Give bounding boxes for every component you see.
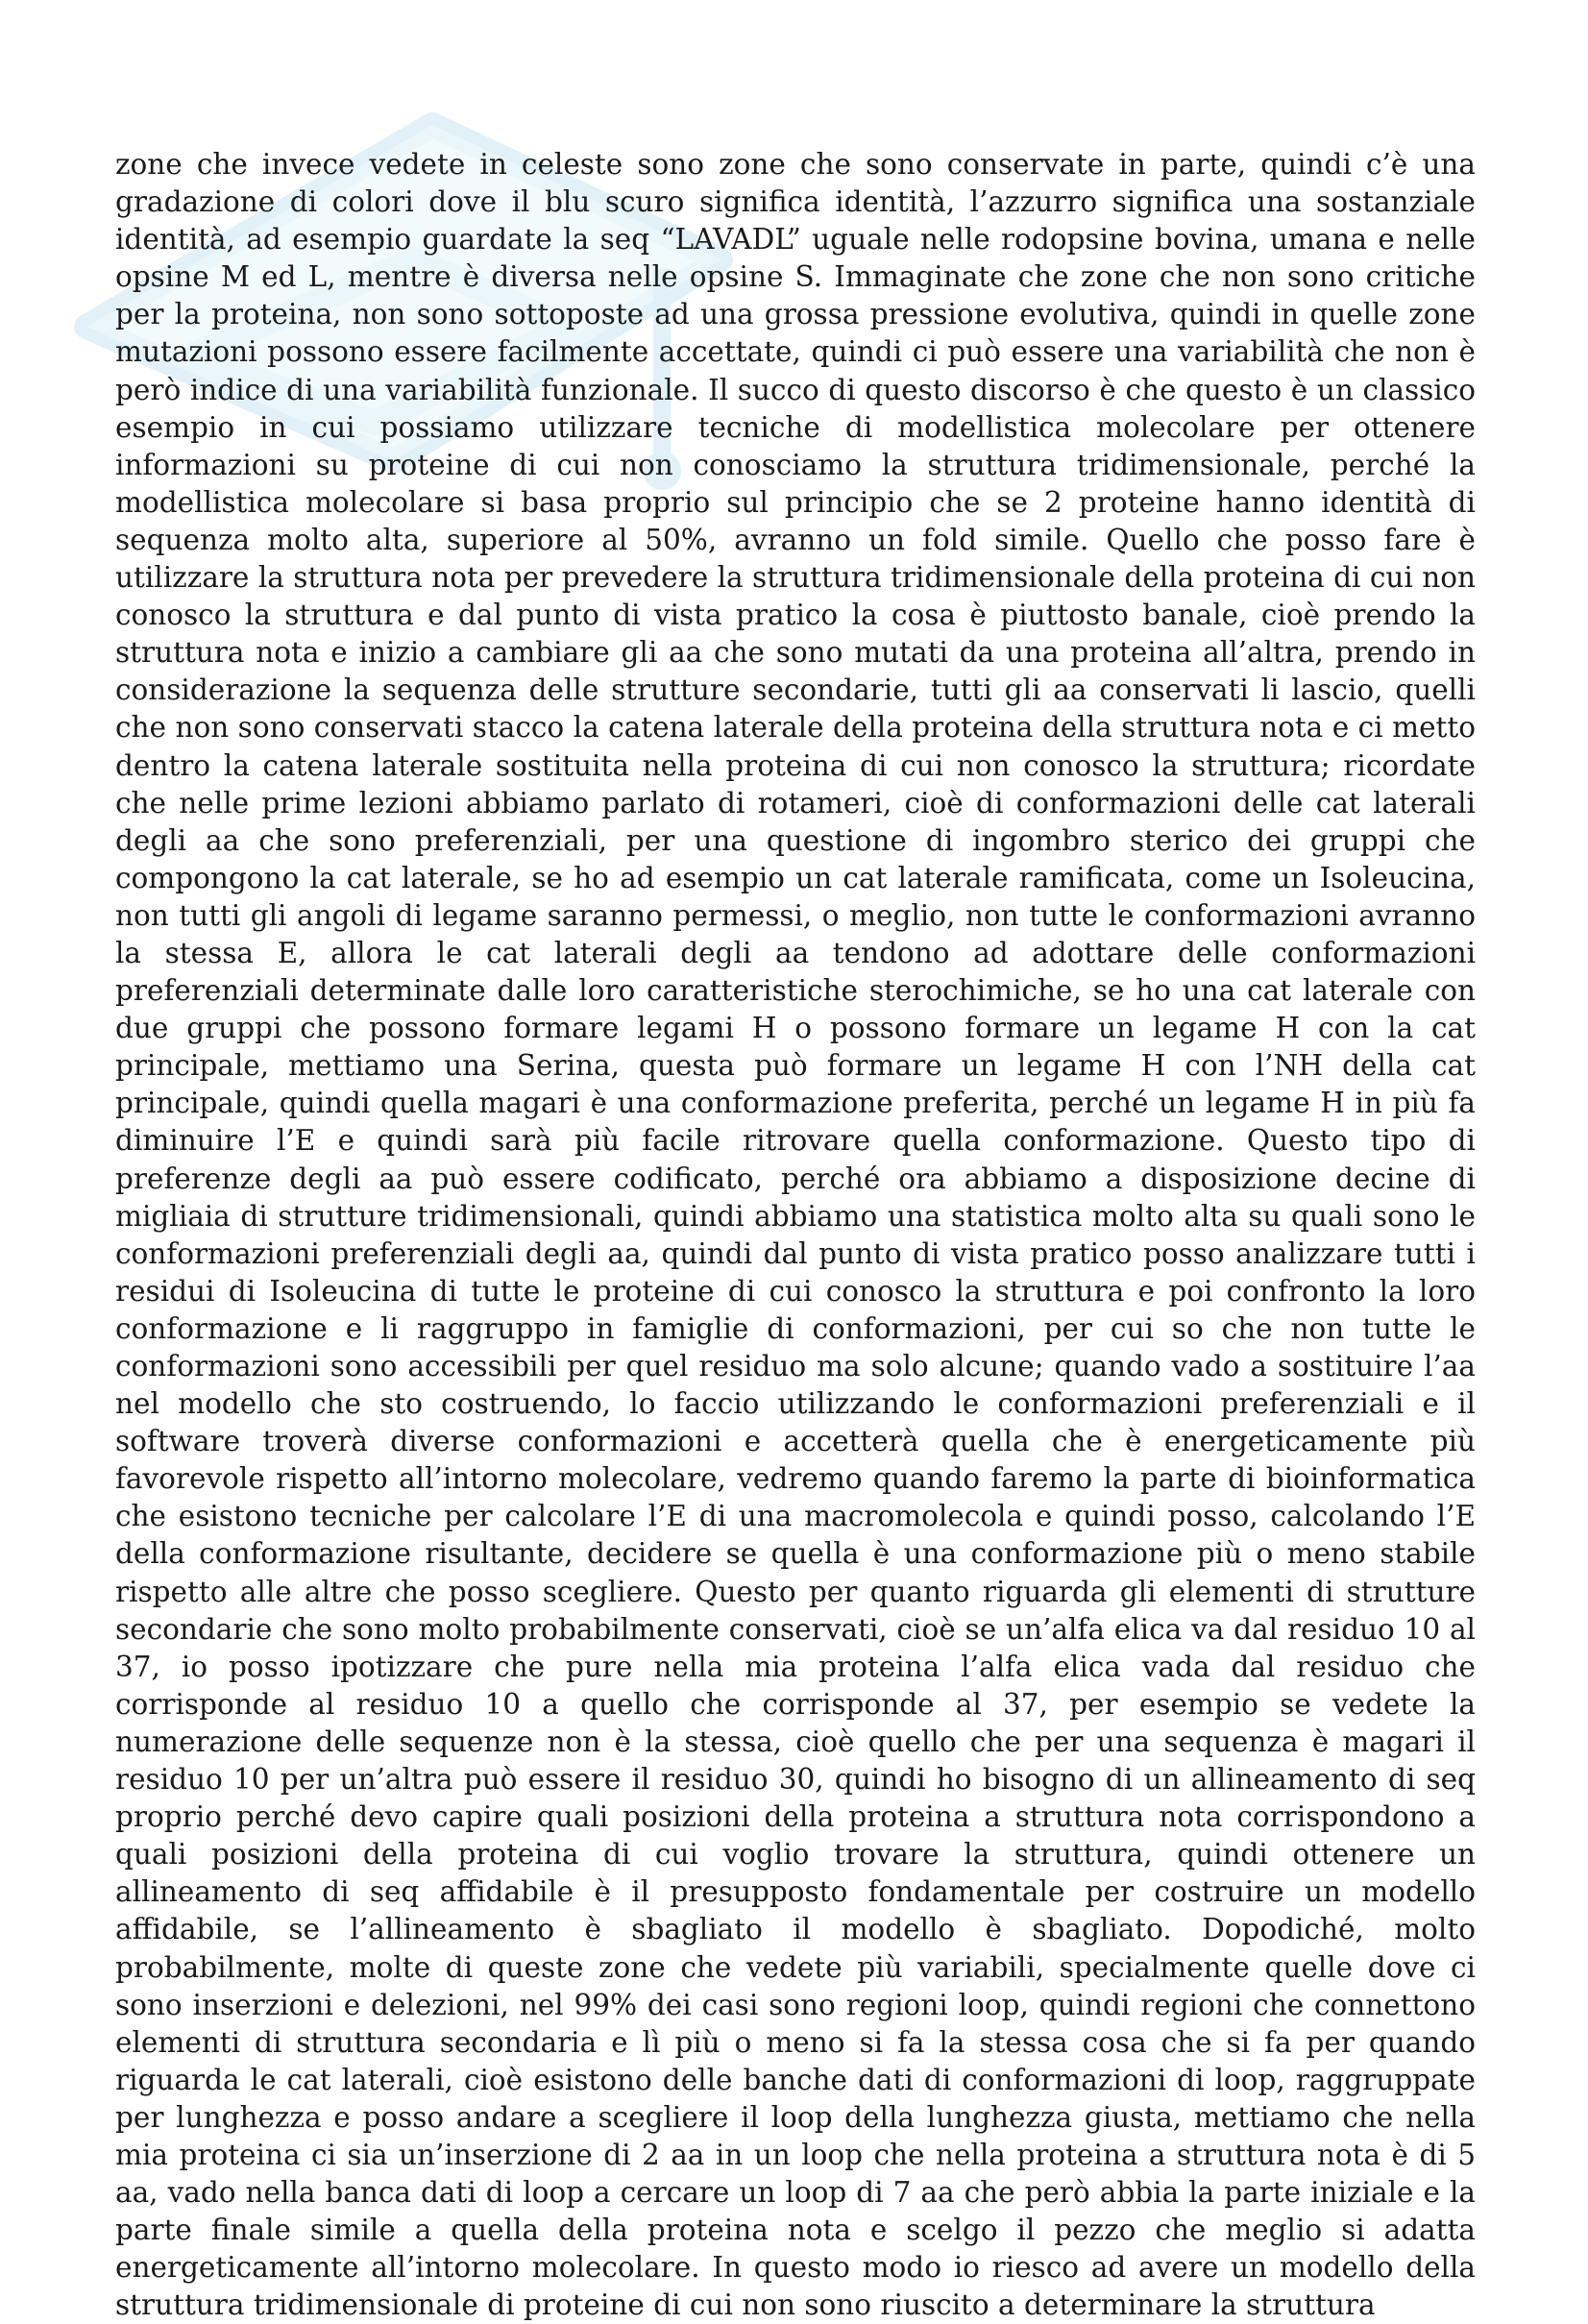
document-body-paragraph: zone che invece vedete in celeste sono zone che sono conservate in parte, quindi c’è una gradazione di colori dove il blu scuro significa identità, l’azzurro significa una sostanziale identità, ad esempio guardate la seq “LAVADL” uguale nelle rodopsine bovina, umana e nelle opsine M ed L, mentre è diversa nelle opsine S. Immaginate che zone che non sono critiche per la proteina, non sono sottoposte ad una grossa pressione evolutiva, quindi in quelle zone mutazioni possono essere facilmente accettate, quindi ci può essere una variabilità che non è però indice di una variabilità funzionale. Il succo di questo discorso è che questo è un classico esempio in cui possiamo utilizzare tecniche di modellistica molecolare per ottenere informazioni su proteine di cui non conosciamo la struttura tridimensionale, perché la modellistica molecolare si basa proprio sul principio che se 2 proteine hanno identità di sequenza molto alta, superiore al 50%, avranno un fold simile. Quello che posso fare è utilizzare la struttura nota per prevedere la struttura tridimensionale della proteina di cui non conosco la struttura e dal punto di vista pratico la cosa è piuttosto banale, cioè prendo la struttura nota e inizio a cambiare gli aa che sono mutati da una proteina all’altra, prendo in considerazione la sequenza delle strutture secondarie, tutti gli aa conservati li lascio, quelli che non sono conservati stacco la catena laterale della proteina della struttura nota e ci metto dentro la catena laterale sostituita nella proteina di cui non conosco la struttura; ricordate che nelle prime lezioni abbiamo parlato di rotameri, cioè di conformazioni delle cat laterali degli aa che sono preferenziali, per una questione di ingombro sterico dei gruppi che compongono la cat laterale, se ho ad esempio un cat laterale ramificata, come un Isoleucina, non tutti gli angoli di legame saranno permessi, o meglio, non tutte le conformazioni avranno la stessa E, allora le cat laterali degli aa tendono ad adottare delle conformazioni preferenziali determinate dalle loro caratteristiche sterochimiche, se ho una cat laterale con due gruppi che possono formare legami H o possono formare un legame H con la cat principale, mettiamo una Serina, questa può formare un legame H con l’NH della cat principale, quindi quella magari è una conformazione preferita, perché un legame H in più fa diminuire l’E e quindi sarà più facile ritrovare quella conformazione. Questo tipo di preferenze degli aa può essere codificato, perché ora abbiamo a disposizione decine di migliaia di strutture tridimensionali, quindi abbiamo una statistica molto alta su quali sono le conformazioni preferenziali degli aa, quindi dal punto di vista pratico posso analizzare tutti i residui di Isoleucina di tutte le proteine di cui conosco la struttura e poi confronto la loro conformazione e li raggruppo in famiglie di conformazioni, per cui so che non tutte le conformazioni sono accessibili per quel residuo ma solo alcune; quando vado a sostituire l’aa nel modello che sto costruendo, lo faccio utilizzando le conformazioni preferenziali e il software troverà diverse conformazioni e accetterà quella che è energeticamente più favorevole rispetto all’intorno molecolare, vedremo quando faremo la parte di bioinformatica che esistono tecniche per calcolare l’E di una macromolecola e quindi posso, calcolando l’E della conformazione risultante, decidere se quella è una conformazione più o meno stabile rispetto alle altre che posso scegliere. Questo per quanto riguarda gli elementi di strutture secondarie che sono molto probabilmente conservati, cioè se un’alfa elica va dal residuo 10 al 37, io posso ipotizzare che pure nella mia proteina l’alfa elica vada dal residuo che corrisponde al residuo 10 a quello che corrisponde al 37, per esempio se vedete la numerazione delle sequenze non è la stessa, cioè quello che per una sequenza è magari il residuo 10 per un’altra può essere il residuo 30, quindi ho bisogno di un allineamento di seq proprio perché devo capire quali posizioni della proteina a struttura nota corrispondono a quali posizioni della proteina di cui voglio trovare la struttura, quindi ottenere un allineamento di seq affidabile è il presupposto fondamentale per costruire un modello affidabile, se l’allineamento è sbagliato il modello è sbagliato. Dopodiché, molto probabilmente, molte di queste zone che vedete più variabili, specialmente quelle dove ci sono inserzioni e delezioni, nel 99% dei casi sono regioni loop, quindi regioni che connettono elementi di struttura secondaria e lì più o meno si fa la stessa cosa che si fa per quando riguarda le cat laterali, cioè esistono delle banche dati di conformazioni di loop, raggruppate per lunghezza e posso andare a scegliere il loop della lunghezza giusta, mettiamo che nella mia proteina ci sia un’inserzione di 2 aa in un loop che nella proteina a struttura nota è di 5 aa, vado nella banca dati di loop a cercare un loop di 7 aa che però abbia la parte iniziale e la parte finale simile a quella della proteina nota e scelgo il pezzo che meglio si adatta energeticamente all’intorno molecolare. In questo modo io riesco ad avere un modello della struttura tridimensionale di proteine di cui non sono riuscito a determinare la struttura bbox=[115, 148, 1476, 2322]
